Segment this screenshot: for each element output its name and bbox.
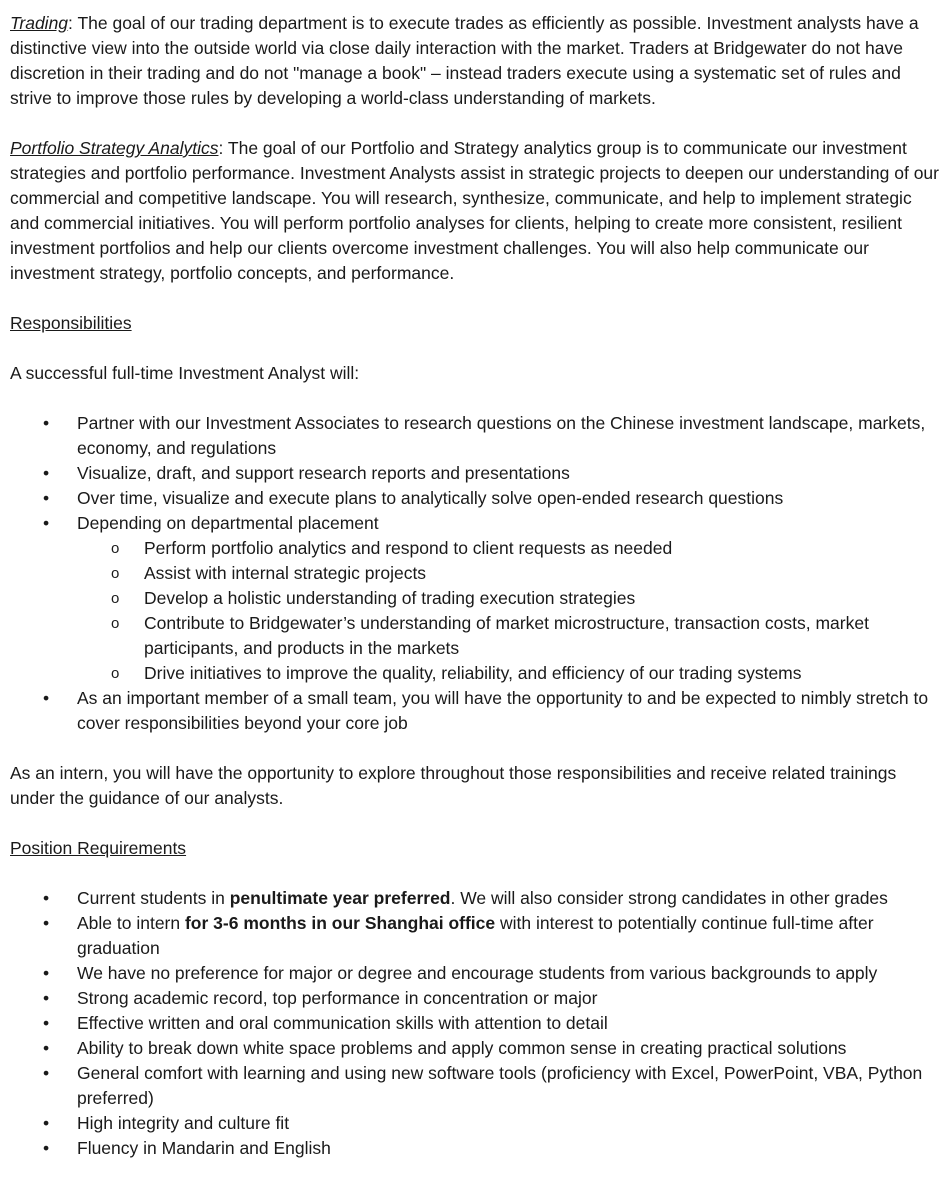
portfolio-paragraph	[10, 136, 940, 286]
responsibilities-list	[10, 411, 940, 736]
intern-note: As an intern, you will have the opportunity to explore throughout those responsibilities and receive related trainings under the guidance of our analysts.	[10, 763, 897, 808]
spacer	[10, 111, 940, 136]
sub-list-item: o Develop a holistic understanding of trading execution strategies	[77, 586, 940, 611]
list-item: • Partner with our Investment Associates to research questions on the Chinese investment landscape, markets, economy, and regulations	[10, 411, 940, 461]
list-item-label: Depending on departmental placement	[77, 513, 379, 533]
portfolio-label: Portfolio Strategy Analytics	[10, 138, 219, 158]
sub-list-item: o Perform portfolio analytics and respond to client requests as needed	[77, 536, 940, 561]
sub-list-item: o Contribute to Bridgewater’s understanding of market microstructure, transaction costs, market participants, and products in the markets	[77, 611, 940, 661]
list-item: • General comfort with learning and using new software tools (proficiency with Excel, PowerPoint, VBA, Python preferred)	[10, 1061, 940, 1111]
list-item: • Visualize, draft, and support research reports and presentations	[10, 461, 940, 486]
spacer	[10, 336, 940, 361]
requirement-text: with interest to potentially continue full-time after graduation	[77, 913, 874, 958]
list-item: • Strong academic record, top performance in concentration or major	[10, 986, 940, 1011]
requirement-text: Able to intern	[77, 913, 185, 933]
list-item: • Fluency in Mandarin and English	[10, 1136, 940, 1161]
list-item: • High integrity and culture fit	[10, 1111, 940, 1136]
spacer	[10, 811, 940, 836]
list-item	[10, 911, 940, 961]
list-item: • We have no preference for major or degree and encourage students from various backgrounds to apply	[10, 961, 940, 986]
list-item: • Ability to break down white space problems and apply common sense in creating practical solutions	[10, 1036, 940, 1061]
spacer	[10, 861, 940, 886]
requirement-emphasis: for 3-6 months in our Shanghai office	[184, 913, 496, 933]
requirement-text: . We will also consider strong candidates in other grades	[450, 888, 888, 908]
list-item	[10, 886, 940, 911]
sub-list-item: o Assist with internal strategic projects	[77, 561, 940, 586]
requirements-list	[10, 886, 940, 1161]
spacer	[10, 736, 940, 761]
list-item: • Over time, visualize and execute plans to analytically solve open-ended research questions	[10, 486, 940, 511]
spacer	[10, 286, 940, 311]
document-body	[10, 11, 940, 1161]
list-item: • Effective written and oral communication skills with attention to detail	[10, 1011, 940, 1036]
requirement-text: Current students in	[77, 888, 230, 908]
list-item	[10, 511, 940, 686]
trading-label: Trading	[10, 13, 69, 33]
requirement-emphasis: penultimate year preferred	[229, 888, 451, 908]
trading-paragraph	[10, 11, 940, 111]
portfolio-text: : The goal of our Portfolio and Strategy analytics group is to communicate our investment strategies and portfolio performance. Investment Analysts assist in strategic projects to deepen our understanding of our commercial and competitive landscape. You will research, synthesize, communicate, and help to implement strategic and commercial initiatives. You will perform portfolio analyses for clients, helping to create more consistent, resilient investment portfolios and help our clients overcome investment challenges. You will also help communicate our investment strategy, portfolio concepts, and performance.	[10, 138, 939, 283]
list-item: • As an important member of a small team, you will have the opportunity to and be expected to nimbly stretch to cover responsibilities beyond your core job	[10, 686, 940, 736]
responsibilities-intro: A successful full-time Investment Analyst will:	[10, 363, 360, 383]
sub-list-item: o Drive initiatives to improve the quality, reliability, and efficiency of our trading systems	[77, 661, 940, 686]
responsibilities-heading: Responsibilities	[10, 313, 132, 333]
spacer	[10, 386, 940, 411]
sub-list	[77, 536, 940, 686]
requirements-heading: Position Requirements	[10, 838, 187, 858]
trading-text: : The goal of our trading department is to execute trades as efficiently as possible. Investment analysts have a distinctive view into the outside world via close daily interaction with the market. Traders at Bridgewater do not have discretion in their trading and do not "manage a book" – instead traders execute using a systematic set of rules and strive to improve those rules by developing a world-class understanding of markets.	[10, 13, 919, 108]
